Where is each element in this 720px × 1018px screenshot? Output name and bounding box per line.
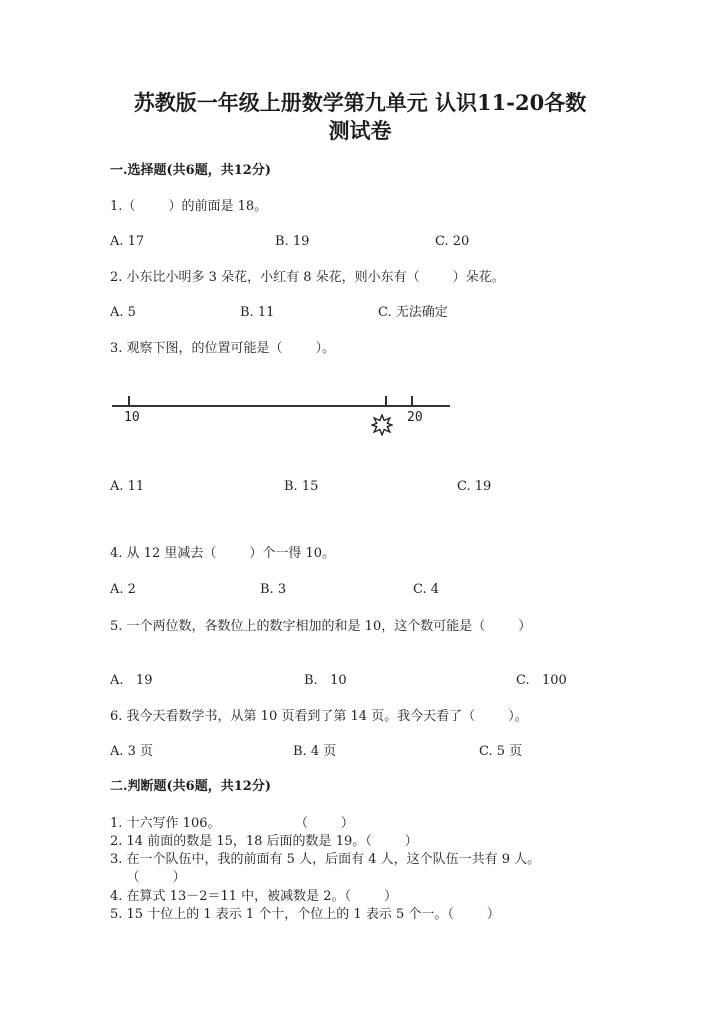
q2-option-c: C. 无法确定	[378, 305, 448, 320]
number-line-label-10: 10	[124, 410, 140, 425]
q4-option-a: A. 2	[110, 582, 136, 597]
q6-option-c: C. 5 页	[479, 744, 523, 759]
q2-option-a: A. 5	[110, 305, 136, 320]
judge-4: 4. 在算式 13－2＝11 中，被减数是 2。（ ）	[110, 889, 398, 904]
q6-option-b: B. 4 页	[293, 744, 337, 759]
q1-option-c: C. 20	[435, 234, 470, 249]
question-2: 2. 小东比小明多 3 朵花，小红有 8 朵花，则小东有（ ）朵花。	[110, 270, 505, 285]
question-6: 6. 我今天看数学书，从第 10 页看到了第 14 页。我今天看了（ ）。	[110, 709, 528, 724]
q2-option-b: B. 11	[240, 305, 275, 320]
section2-heading: 二.判断题(共6题，共12分)	[110, 779, 271, 794]
judge-3: 3. 在一个队伍中，我的前面有 5 人，后面有 4 人，这个队伍一共有 9 人。	[110, 852, 541, 867]
q5-option-b: B. 10	[304, 673, 347, 688]
q4-option-c: C. 4	[413, 582, 440, 597]
page-title-line2: 测试卷	[328, 118, 392, 143]
q5-option-a: A. 19	[110, 673, 153, 688]
sun-icon	[371, 414, 393, 436]
judge-2: 2. 14 前面的数是 15，18 后面的数是 19。（ ）	[110, 834, 418, 849]
question-4: 4. 从 12 里减去（ ）个一得 10。	[110, 546, 336, 561]
question-3: 3. 观察下图，的位置可能是（ ）。	[110, 341, 336, 356]
q1-option-b: B. 19	[275, 234, 310, 249]
judge-3-continued: （ ）	[110, 870, 186, 885]
judge-5: 5. 15 十位上的 1 表示 1 个十，个位上的 1 表示 5 个一。（ ）	[110, 907, 500, 922]
q3-option-b: B. 15	[284, 479, 319, 494]
q3-option-c: C. 19	[457, 479, 492, 494]
section1-heading: 一.选择题(共6题，共12分)	[110, 163, 271, 178]
q5-option-c: C. 100	[516, 673, 567, 688]
q4-option-b: B. 3	[260, 582, 287, 597]
page-title-line1: 苏教版一年级上册数学第九单元 认识11-20各数	[133, 90, 587, 115]
question-5: 5. 一个两位数，各数位上的数字相加的和是 10，这个数可能是（ ）	[110, 619, 532, 634]
question-1: 1.（ ）的前面是 18。	[110, 199, 268, 214]
q3-option-a: A. 11	[110, 479, 145, 494]
judge-1: 1. 十六写作 106。 （ ）	[110, 816, 354, 831]
q1-option-a: A. 17	[110, 234, 145, 249]
number-line-label-20: 20	[407, 410, 423, 425]
q6-option-a: A. 3 页	[110, 744, 154, 759]
